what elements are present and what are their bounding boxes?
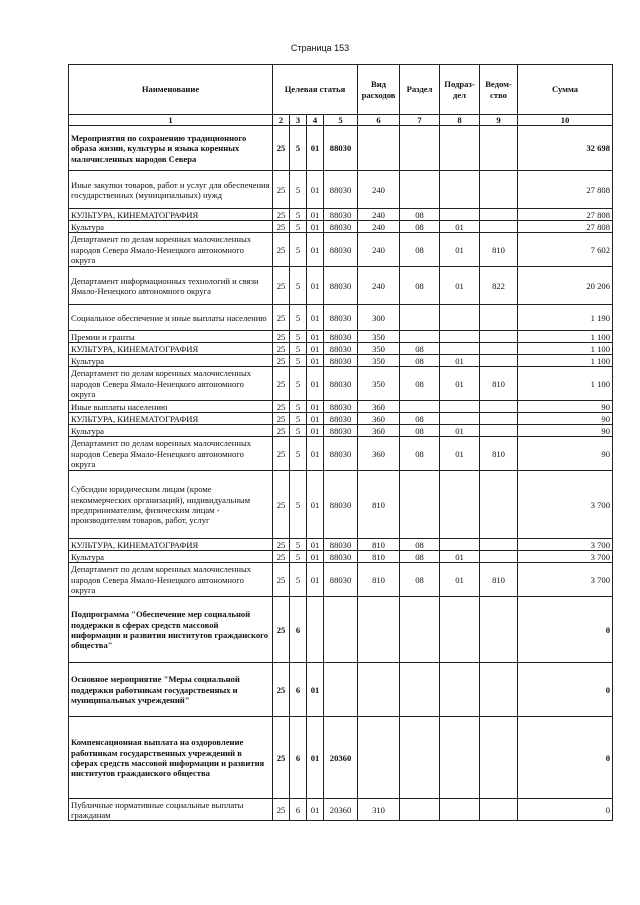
expense-type: 300 <box>358 305 400 331</box>
target-part-2: 5 <box>290 539 307 551</box>
row-name: Публичные нормативные социальные выплаты гражданам <box>69 799 273 821</box>
target-part-4: 88030 <box>324 221 358 233</box>
row-name: Премии и гранты <box>69 331 273 343</box>
row-name: Культура <box>69 355 273 367</box>
department-code <box>480 471 518 539</box>
target-part-2: 5 <box>290 355 307 367</box>
department-code: 810 <box>480 437 518 471</box>
target-part-3: 01 <box>307 425 324 437</box>
sum-value: 90 <box>518 437 613 471</box>
target-part-3: 01 <box>307 663 324 717</box>
department-code <box>480 401 518 413</box>
department-code <box>480 355 518 367</box>
column-number-row <box>69 115 613 126</box>
section <box>400 171 440 209</box>
target-part-3: 01 <box>307 209 324 221</box>
target-part-1: 25 <box>273 597 290 663</box>
row-name: Департамент информационных технологий и связи Ямало-Ненецкого автономного округа <box>69 267 273 305</box>
subsection <box>440 209 480 221</box>
target-part-2: 6 <box>290 663 307 717</box>
target-part-2: 5 <box>290 267 307 305</box>
target-part-2: 5 <box>290 471 307 539</box>
sum-value: 7 602 <box>518 233 613 267</box>
subsection <box>440 126 480 171</box>
table-row <box>69 437 613 471</box>
target-part-1: 25 <box>273 331 290 343</box>
table-row <box>69 367 613 401</box>
budget-table <box>68 64 613 821</box>
target-part-1: 25 <box>273 355 290 367</box>
target-part-3: 01 <box>307 471 324 539</box>
subsection <box>440 401 480 413</box>
row-name: Компенсационная выплата на оздоровление работникам государственных учреждений в сферах средств массовой информации и развития институтов гражданского общества <box>69 717 273 799</box>
section <box>400 305 440 331</box>
department-code <box>480 717 518 799</box>
col-number: 2 <box>273 115 290 126</box>
section: 08 <box>400 343 440 355</box>
target-part-3: 01 <box>307 221 324 233</box>
table-row <box>69 563 613 597</box>
col-number: 7 <box>400 115 440 126</box>
header-expense-type: Вид расходов <box>358 65 400 115</box>
target-part-1: 25 <box>273 209 290 221</box>
target-part-4 <box>324 597 358 663</box>
target-part-4: 88030 <box>324 355 358 367</box>
section: 08 <box>400 413 440 425</box>
expense-type: 360 <box>358 425 400 437</box>
expense-type: 360 <box>358 413 400 425</box>
header-sum: Сумма <box>518 65 613 115</box>
target-part-3: 01 <box>307 267 324 305</box>
target-part-4: 88030 <box>324 437 358 471</box>
table-row <box>69 551 613 563</box>
target-part-2: 5 <box>290 343 307 355</box>
target-part-4: 88030 <box>324 126 358 171</box>
row-name: Мероприятия по сохранению традиционного образа жизни, культуры и языка коренных малочисленных народов Севера <box>69 126 273 171</box>
target-part-2: 6 <box>290 799 307 821</box>
target-part-3: 01 <box>307 563 324 597</box>
row-name: Субсидии юридическим лицам (кроме некоммерческих организаций), индивидуальным предпринимателям, физическим лицам - производителям товаров, работ, услуг <box>69 471 273 539</box>
target-part-1: 25 <box>273 267 290 305</box>
table-row <box>69 717 613 799</box>
department-code <box>480 413 518 425</box>
target-part-3: 01 <box>307 413 324 425</box>
subsection <box>440 343 480 355</box>
expense-type: 350 <box>358 355 400 367</box>
department-code <box>480 539 518 551</box>
sum-value: 3 700 <box>518 551 613 563</box>
expense-type: 810 <box>358 551 400 563</box>
row-name: Подпрограмма "Обеспечение мер социальной поддержки в сферах средств массовой информации и развития институтов гражданского общества" <box>69 597 273 663</box>
section: 08 <box>400 539 440 551</box>
target-part-3: 01 <box>307 799 324 821</box>
target-part-4: 88030 <box>324 367 358 401</box>
target-part-4: 88030 <box>324 267 358 305</box>
table-row <box>69 799 613 821</box>
department-code <box>480 343 518 355</box>
row-name: Культура <box>69 221 273 233</box>
target-part-2: 5 <box>290 221 307 233</box>
sum-value: 27 808 <box>518 221 613 233</box>
target-part-2: 5 <box>290 331 307 343</box>
expense-type: 810 <box>358 471 400 539</box>
col-number: 6 <box>358 115 400 126</box>
subsection <box>440 171 480 209</box>
target-part-4: 88030 <box>324 343 358 355</box>
section <box>400 401 440 413</box>
row-name: Департамент по делам коренных малочисленных народов Севера Ямало-Ненецкого автономного округа <box>69 563 273 597</box>
table-row <box>69 355 613 367</box>
table-header-row <box>69 65 613 115</box>
sum-value: 1 100 <box>518 331 613 343</box>
target-part-3 <box>307 597 324 663</box>
target-part-1: 25 <box>273 233 290 267</box>
target-part-4: 88030 <box>324 209 358 221</box>
section: 08 <box>400 563 440 597</box>
department-code <box>480 126 518 171</box>
target-part-1: 25 <box>273 551 290 563</box>
target-part-3: 01 <box>307 355 324 367</box>
target-part-2: 5 <box>290 437 307 471</box>
target-part-2: 5 <box>290 551 307 563</box>
row-name: Иные выплаты населению <box>69 401 273 413</box>
target-part-1: 25 <box>273 563 290 597</box>
target-part-1: 25 <box>273 413 290 425</box>
table-row <box>69 221 613 233</box>
target-part-4: 88030 <box>324 563 358 597</box>
target-part-1: 25 <box>273 401 290 413</box>
target-part-3: 01 <box>307 171 324 209</box>
table-row <box>69 267 613 305</box>
subsection <box>440 663 480 717</box>
subsection: 01 <box>440 267 480 305</box>
table-row <box>69 343 613 355</box>
target-part-2: 5 <box>290 305 307 331</box>
sum-value: 20 206 <box>518 267 613 305</box>
sum-value: 90 <box>518 425 613 437</box>
sum-value: 3 700 <box>518 563 613 597</box>
row-name: Департамент по делам коренных малочисленных народов Севера Ямало-Ненецкого автономного округа <box>69 233 273 267</box>
target-part-4: 88030 <box>324 401 358 413</box>
row-name: КУЛЬТУРА, КИНЕМАТОГРАФИЯ <box>69 209 273 221</box>
expense-type <box>358 126 400 171</box>
target-part-3: 01 <box>307 367 324 401</box>
table-row <box>69 233 613 267</box>
department-code: 822 <box>480 267 518 305</box>
col-number: 1 <box>69 115 273 126</box>
header-name: Наименование <box>69 65 273 115</box>
page-number: Страница 153 <box>290 43 350 53</box>
sum-value: 3 700 <box>518 471 613 539</box>
table-row <box>69 663 613 717</box>
section: 08 <box>400 221 440 233</box>
target-part-3: 01 <box>307 126 324 171</box>
expense-type: 310 <box>358 799 400 821</box>
col-number: 9 <box>480 115 518 126</box>
target-part-2: 6 <box>290 717 307 799</box>
target-part-1: 25 <box>273 171 290 209</box>
department-code <box>480 663 518 717</box>
subsection <box>440 717 480 799</box>
expense-type: 350 <box>358 367 400 401</box>
col-number: 10 <box>518 115 613 126</box>
target-part-4: 20360 <box>324 717 358 799</box>
target-part-2: 5 <box>290 563 307 597</box>
target-part-3: 01 <box>307 343 324 355</box>
target-part-1: 25 <box>273 221 290 233</box>
department-code <box>480 221 518 233</box>
subsection: 01 <box>440 233 480 267</box>
target-part-2: 5 <box>290 126 307 171</box>
expense-type <box>358 663 400 717</box>
header-subsection: Подраз-дел <box>440 65 480 115</box>
department-code <box>480 305 518 331</box>
section: 08 <box>400 367 440 401</box>
section <box>400 471 440 539</box>
row-name: Основное мероприятие "Меры социальной поддержки работникам государственных и муниципальных учреждений" <box>69 663 273 717</box>
sum-value: 90 <box>518 413 613 425</box>
expense-type: 350 <box>358 343 400 355</box>
section: 08 <box>400 355 440 367</box>
table-row <box>69 539 613 551</box>
subsection: 01 <box>440 551 480 563</box>
target-part-1: 25 <box>273 343 290 355</box>
section: 08 <box>400 437 440 471</box>
sum-value: 27 808 <box>518 209 613 221</box>
expense-type <box>358 717 400 799</box>
target-part-3: 01 <box>307 331 324 343</box>
target-part-2: 5 <box>290 209 307 221</box>
sum-value: 27 808 <box>518 171 613 209</box>
department-code: 810 <box>480 563 518 597</box>
target-part-4: 20360 <box>324 799 358 821</box>
target-part-2: 5 <box>290 233 307 267</box>
col-number: 3 <box>290 115 307 126</box>
section <box>400 799 440 821</box>
section: 08 <box>400 209 440 221</box>
subsection: 01 <box>440 437 480 471</box>
department-code <box>480 551 518 563</box>
target-part-1: 25 <box>273 437 290 471</box>
table-row <box>69 471 613 539</box>
expense-type: 240 <box>358 267 400 305</box>
section: 08 <box>400 425 440 437</box>
target-part-1: 25 <box>273 367 290 401</box>
target-part-2: 5 <box>290 413 307 425</box>
table-row <box>69 425 613 437</box>
target-part-4: 88030 <box>324 539 358 551</box>
target-part-1: 25 <box>273 126 290 171</box>
target-part-3: 01 <box>307 437 324 471</box>
target-part-4: 88030 <box>324 305 358 331</box>
table-row <box>69 331 613 343</box>
table-row <box>69 597 613 663</box>
target-part-4: 88030 <box>324 471 358 539</box>
sum-value: 0 <box>518 663 613 717</box>
subsection <box>440 331 480 343</box>
expense-type: 360 <box>358 401 400 413</box>
header-department: Ведом-ство <box>480 65 518 115</box>
target-part-1: 25 <box>273 305 290 331</box>
row-name: Социальное обеспечение и иные выплаты населению <box>69 305 273 331</box>
target-part-2: 5 <box>290 171 307 209</box>
table-row <box>69 171 613 209</box>
section: 08 <box>400 551 440 563</box>
col-number: 8 <box>440 115 480 126</box>
row-name: КУЛЬТУРА, КИНЕМАТОГРАФИЯ <box>69 343 273 355</box>
expense-type: 240 <box>358 221 400 233</box>
expense-type: 240 <box>358 233 400 267</box>
subsection: 01 <box>440 367 480 401</box>
table-row <box>69 413 613 425</box>
subsection <box>440 413 480 425</box>
target-part-2: 5 <box>290 367 307 401</box>
section <box>400 331 440 343</box>
sum-value: 1 190 <box>518 305 613 331</box>
header-section: Раздел <box>400 65 440 115</box>
target-part-4: 88030 <box>324 233 358 267</box>
table-row <box>69 209 613 221</box>
target-part-2: 6 <box>290 597 307 663</box>
target-part-4: 88030 <box>324 413 358 425</box>
target-part-4: 88030 <box>324 331 358 343</box>
target-part-4 <box>324 663 358 717</box>
section <box>400 663 440 717</box>
sum-value: 1 100 <box>518 367 613 401</box>
target-part-3: 01 <box>307 305 324 331</box>
expense-type <box>358 597 400 663</box>
subsection: 01 <box>440 355 480 367</box>
target-part-4: 88030 <box>324 425 358 437</box>
col-number: 5 <box>324 115 358 126</box>
section <box>400 717 440 799</box>
sum-value: 1 100 <box>518 355 613 367</box>
department-code <box>480 209 518 221</box>
target-part-1: 25 <box>273 717 290 799</box>
row-name: Департамент по делам коренных малочисленных народов Севера Ямало-Ненецкого автономного округа <box>69 367 273 401</box>
expense-type: 360 <box>358 437 400 471</box>
target-part-3: 01 <box>307 717 324 799</box>
target-part-1: 25 <box>273 425 290 437</box>
sum-value: 32 698 <box>518 126 613 171</box>
target-part-4: 88030 <box>324 171 358 209</box>
department-code: 810 <box>480 367 518 401</box>
table-row <box>69 305 613 331</box>
section <box>400 126 440 171</box>
target-part-1: 25 <box>273 539 290 551</box>
expense-type: 810 <box>358 563 400 597</box>
sum-value: 0 <box>518 717 613 799</box>
target-part-2: 5 <box>290 425 307 437</box>
row-name: Культура <box>69 551 273 563</box>
sum-value: 0 <box>518 597 613 663</box>
target-part-1: 25 <box>273 799 290 821</box>
subsection: 01 <box>440 563 480 597</box>
col-number: 4 <box>307 115 324 126</box>
row-name: Культура <box>69 425 273 437</box>
section: 08 <box>400 267 440 305</box>
expense-type: 240 <box>358 171 400 209</box>
table-row <box>69 126 613 171</box>
expense-type: 240 <box>358 209 400 221</box>
target-part-1: 25 <box>273 471 290 539</box>
target-part-3: 01 <box>307 233 324 267</box>
subsection: 01 <box>440 425 480 437</box>
department-code <box>480 331 518 343</box>
expense-type: 350 <box>358 331 400 343</box>
subsection <box>440 799 480 821</box>
subsection <box>440 305 480 331</box>
target-part-4: 88030 <box>324 551 358 563</box>
row-name: Департамент по делам коренных малочисленных народов Севера Ямало-Ненецкого автономного округа <box>69 437 273 471</box>
department-code <box>480 425 518 437</box>
section <box>400 597 440 663</box>
sum-value: 1 100 <box>518 343 613 355</box>
table-row <box>69 401 613 413</box>
subsection <box>440 597 480 663</box>
target-part-3: 01 <box>307 401 324 413</box>
section: 08 <box>400 233 440 267</box>
header-target-article: Целевая статья <box>273 65 358 115</box>
target-part-3: 01 <box>307 539 324 551</box>
row-name: Иные закупки товаров, работ и услуг для обеспечения государственных (муниципальных) нужд <box>69 171 273 209</box>
department-code <box>480 799 518 821</box>
expense-type: 810 <box>358 539 400 551</box>
sum-value: 90 <box>518 401 613 413</box>
row-name: КУЛЬТУРА, КИНЕМАТОГРАФИЯ <box>69 413 273 425</box>
target-part-1: 25 <box>273 663 290 717</box>
subsection: 01 <box>440 221 480 233</box>
subsection <box>440 471 480 539</box>
department-code <box>480 597 518 663</box>
department-code: 810 <box>480 233 518 267</box>
department-code <box>480 171 518 209</box>
target-part-2: 5 <box>290 401 307 413</box>
sum-value: 3 700 <box>518 539 613 551</box>
sum-value: 0 <box>518 799 613 821</box>
subsection <box>440 539 480 551</box>
row-name: КУЛЬТУРА, КИНЕМАТОГРАФИЯ <box>69 539 273 551</box>
target-part-3: 01 <box>307 551 324 563</box>
